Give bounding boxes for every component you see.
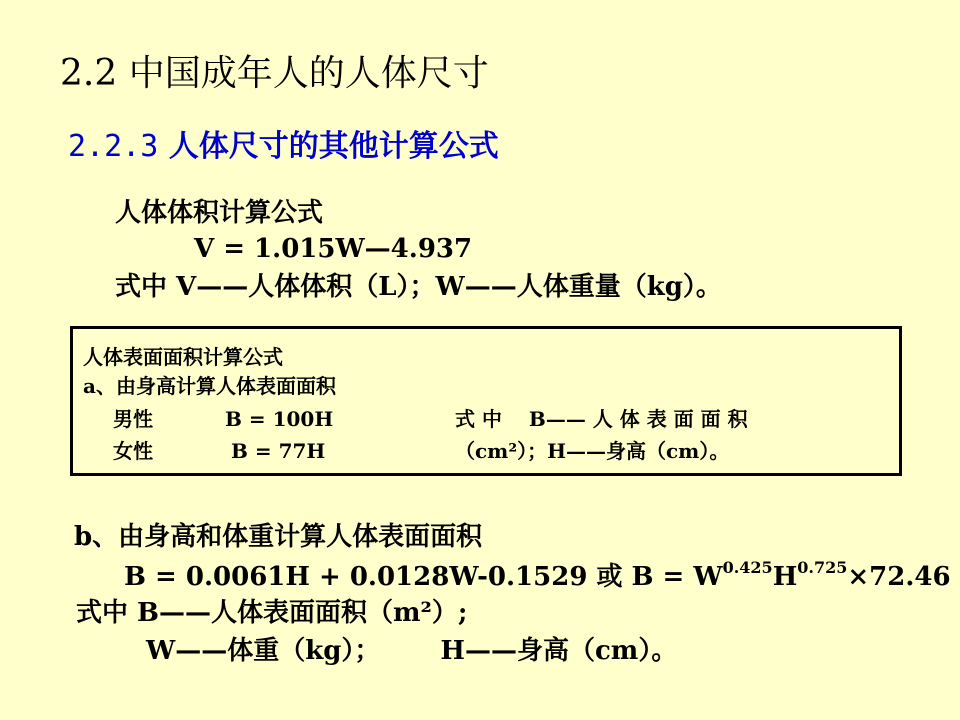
section-subtitle-text: 人体尺寸的其他计算公式 [158, 129, 499, 164]
section-subtitle [68, 128, 499, 166]
volume-formula: V = 1.015W—4.937 [194, 234, 473, 264]
surface-area-box [70, 326, 902, 476]
female-label: 女性 [113, 439, 153, 463]
method-b-heading: b、由身高和体重计算人体表面面积 [74, 522, 483, 552]
volume-formula-legend: 式中 V——人体体积（L）；W——人体重量（kg）。 [115, 272, 722, 302]
female-formula: B = 77H [231, 439, 326, 463]
height-symbol: H [772, 562, 798, 592]
box-legend-line-2: （cm²）；H——身高（cm）。 [455, 439, 730, 463]
height-legend: H——身高（cm）。 [440, 636, 678, 666]
weight-legend: W——体重（kg）； [146, 636, 381, 666]
slide-title: 2.2 中国成年人的人体尺寸 [60, 53, 489, 94]
method-a-heading: a、由身高计算人体表面面积 [83, 374, 336, 398]
height-exponent: 0.725 [797, 558, 848, 577]
method-b-formula-tail: ×72.46 [847, 562, 951, 592]
female-formula-row [113, 437, 326, 465]
weight-exponent: 0.425 [722, 558, 773, 577]
male-formula: B = 100H [225, 407, 334, 431]
method-b-formula [124, 560, 951, 594]
volume-formula-heading: 人体体积计算公式 [115, 198, 324, 228]
method-b-formula-main: B = 0.0061H + 0.0128W-0.1529 或 B = W [124, 562, 723, 592]
surface-area-heading: 人体表面面积计算公式 [83, 345, 283, 369]
method-b-legend-line-1: 式中 B——人体表面面积（m²）; [76, 598, 468, 628]
male-formula-row [113, 405, 334, 433]
box-legend-line-1: 式 中 B—— 人 体 表 面 面 积 [455, 407, 748, 431]
section-number: 2.2.3 [68, 129, 159, 164]
male-label: 男性 [113, 407, 153, 431]
method-b-legend-line-2 [146, 634, 677, 668]
